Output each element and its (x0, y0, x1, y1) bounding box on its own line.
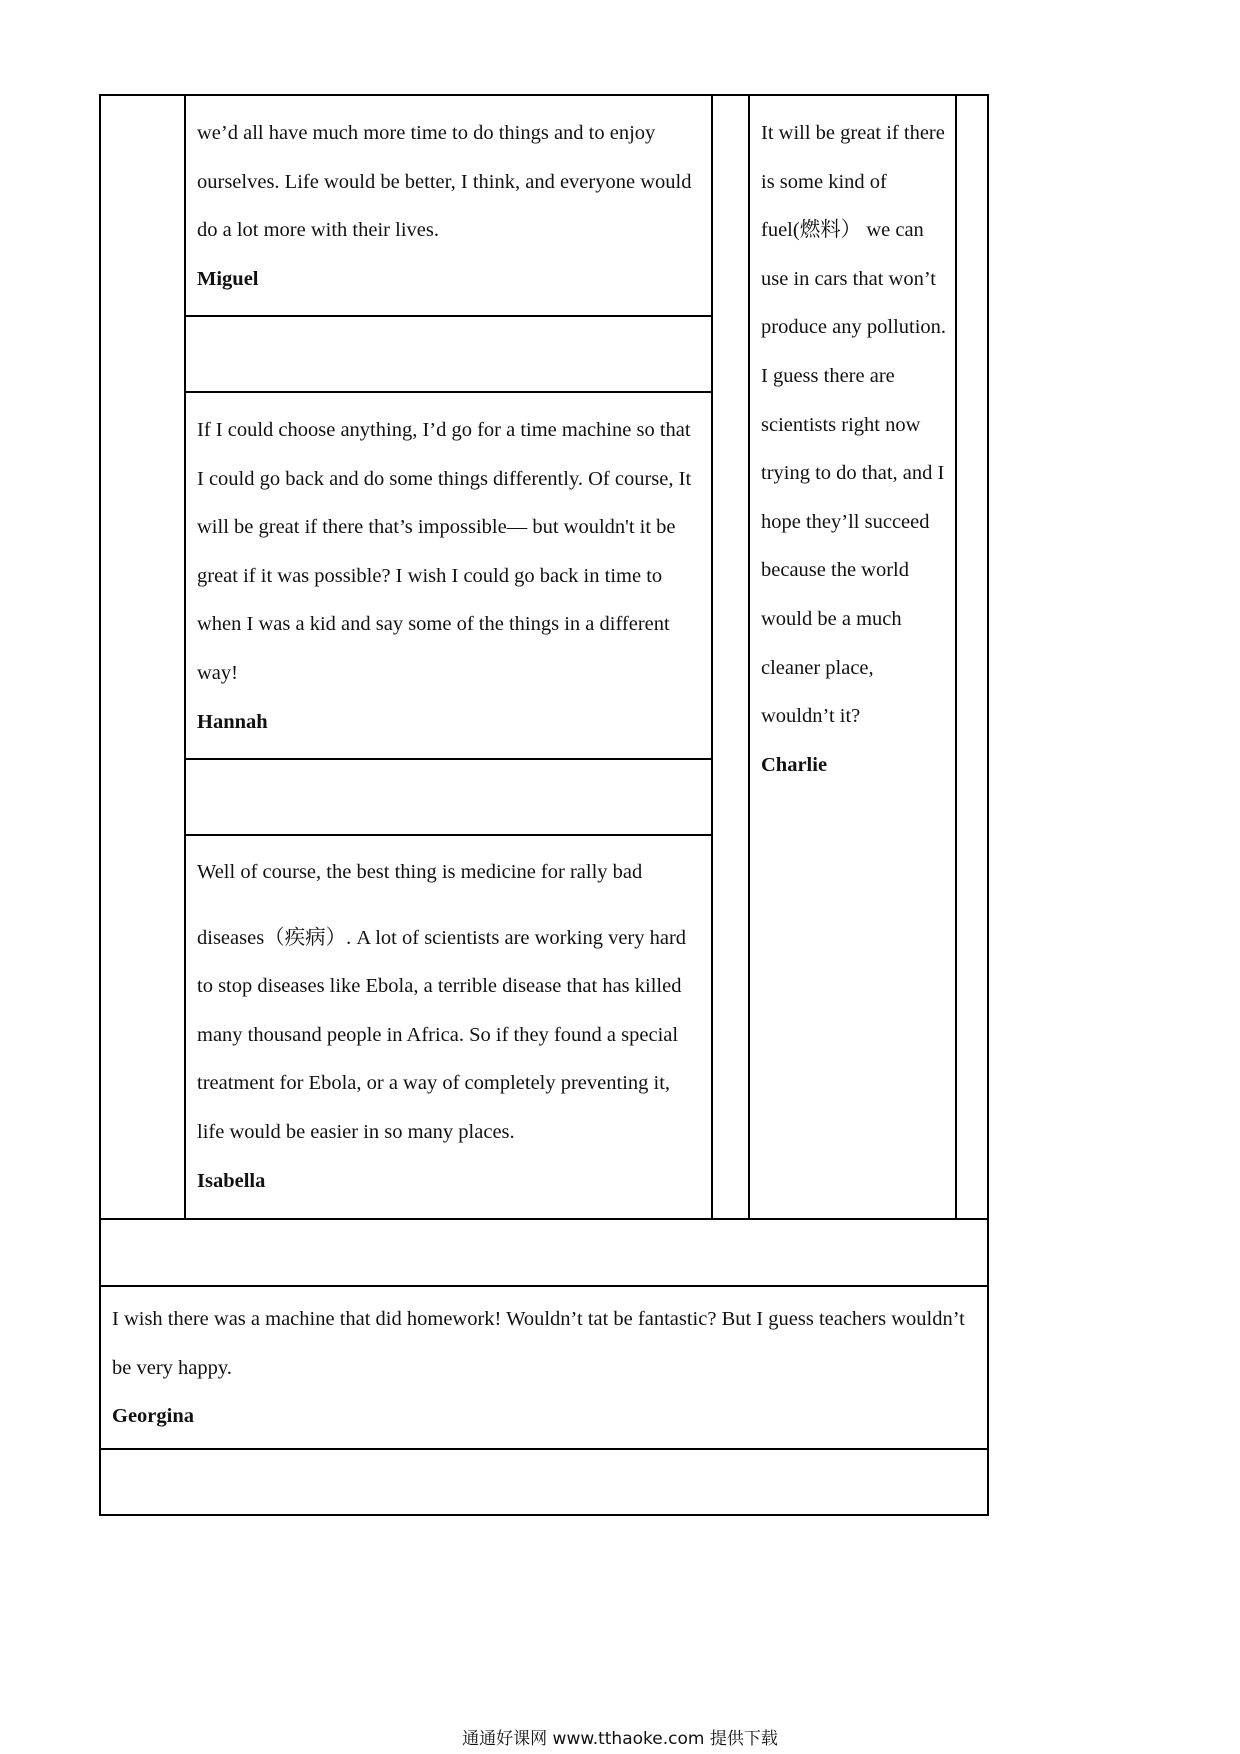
footer-watermark: 通通好课网 www.tthaoke.com 提供下载 (462, 1729, 778, 1749)
georgina-text: I wish there was a machine that did homework! Wouldn’t tat be fantastic? But I guess teachers wouldn’t be very happy. (112, 1308, 965, 1379)
charlie-author: Charlie (761, 753, 828, 776)
isabella-text: diseases（疾病）. A lot of scientists are working very hard to stop diseases like Ebola, a terrible disease that has killed many thousand people in Africa. So if they found a special treatment for Ebola, or a way of completely preventing it, life would be easier in so many places. (197, 926, 687, 1143)
georgina-author: Georgina (112, 1405, 194, 1428)
georgina-cell (112, 1295, 972, 1440)
table-top-border (99, 94, 989, 96)
isabella-text-line1: Well of course, the best thing is medicine for rally bad (197, 861, 643, 883)
row-divider-a (184, 315, 713, 317)
column-divider-1 (184, 94, 186, 1220)
row-divider-b (184, 391, 713, 393)
row-divider-full-1 (99, 1218, 989, 1220)
isabella-cell (197, 848, 702, 1205)
hannah-author: Hannah (197, 710, 268, 733)
row-divider-d (184, 834, 713, 836)
hannah-cell (197, 406, 702, 746)
charlie-text: It will be great if there is some kind of fuel(燃料） we can use in cars that won’t produce any pollution. I guess there are scientists right now trying to do that, and I hope they’ll succeed because the world would be a much cleaner place, wouldn’t it? (761, 122, 947, 728)
row-divider-full-2 (99, 1285, 989, 1287)
column-divider-2 (711, 94, 713, 1220)
miguel-author: Miguel (197, 267, 259, 290)
table-left-border (99, 94, 101, 1516)
isabella-author: Isabella (197, 1169, 266, 1192)
charlie-cell (761, 109, 951, 789)
hannah-text: If I could choose anything, I’d go for a time machine so that I could go back and do some things differently. Of course, It will be great if there that’s impossible— but wouldn't it be great if it was possible? I wish I could go back in time to when I was a kid and say some of the things in a different way! (197, 419, 692, 684)
column-divider-3 (748, 94, 750, 1220)
table-right-border (987, 94, 989, 1516)
row-divider-c (184, 758, 713, 760)
miguel-text: we’d all have much more time to do things and to enjoy ourselves. Life would be better, I think, and everyone would do a lot more with their lives. (197, 122, 692, 242)
row-divider-full-3 (99, 1448, 989, 1450)
miguel-cell (197, 109, 702, 303)
table-bottom-border (99, 1514, 989, 1516)
column-divider-4 (955, 94, 957, 1220)
